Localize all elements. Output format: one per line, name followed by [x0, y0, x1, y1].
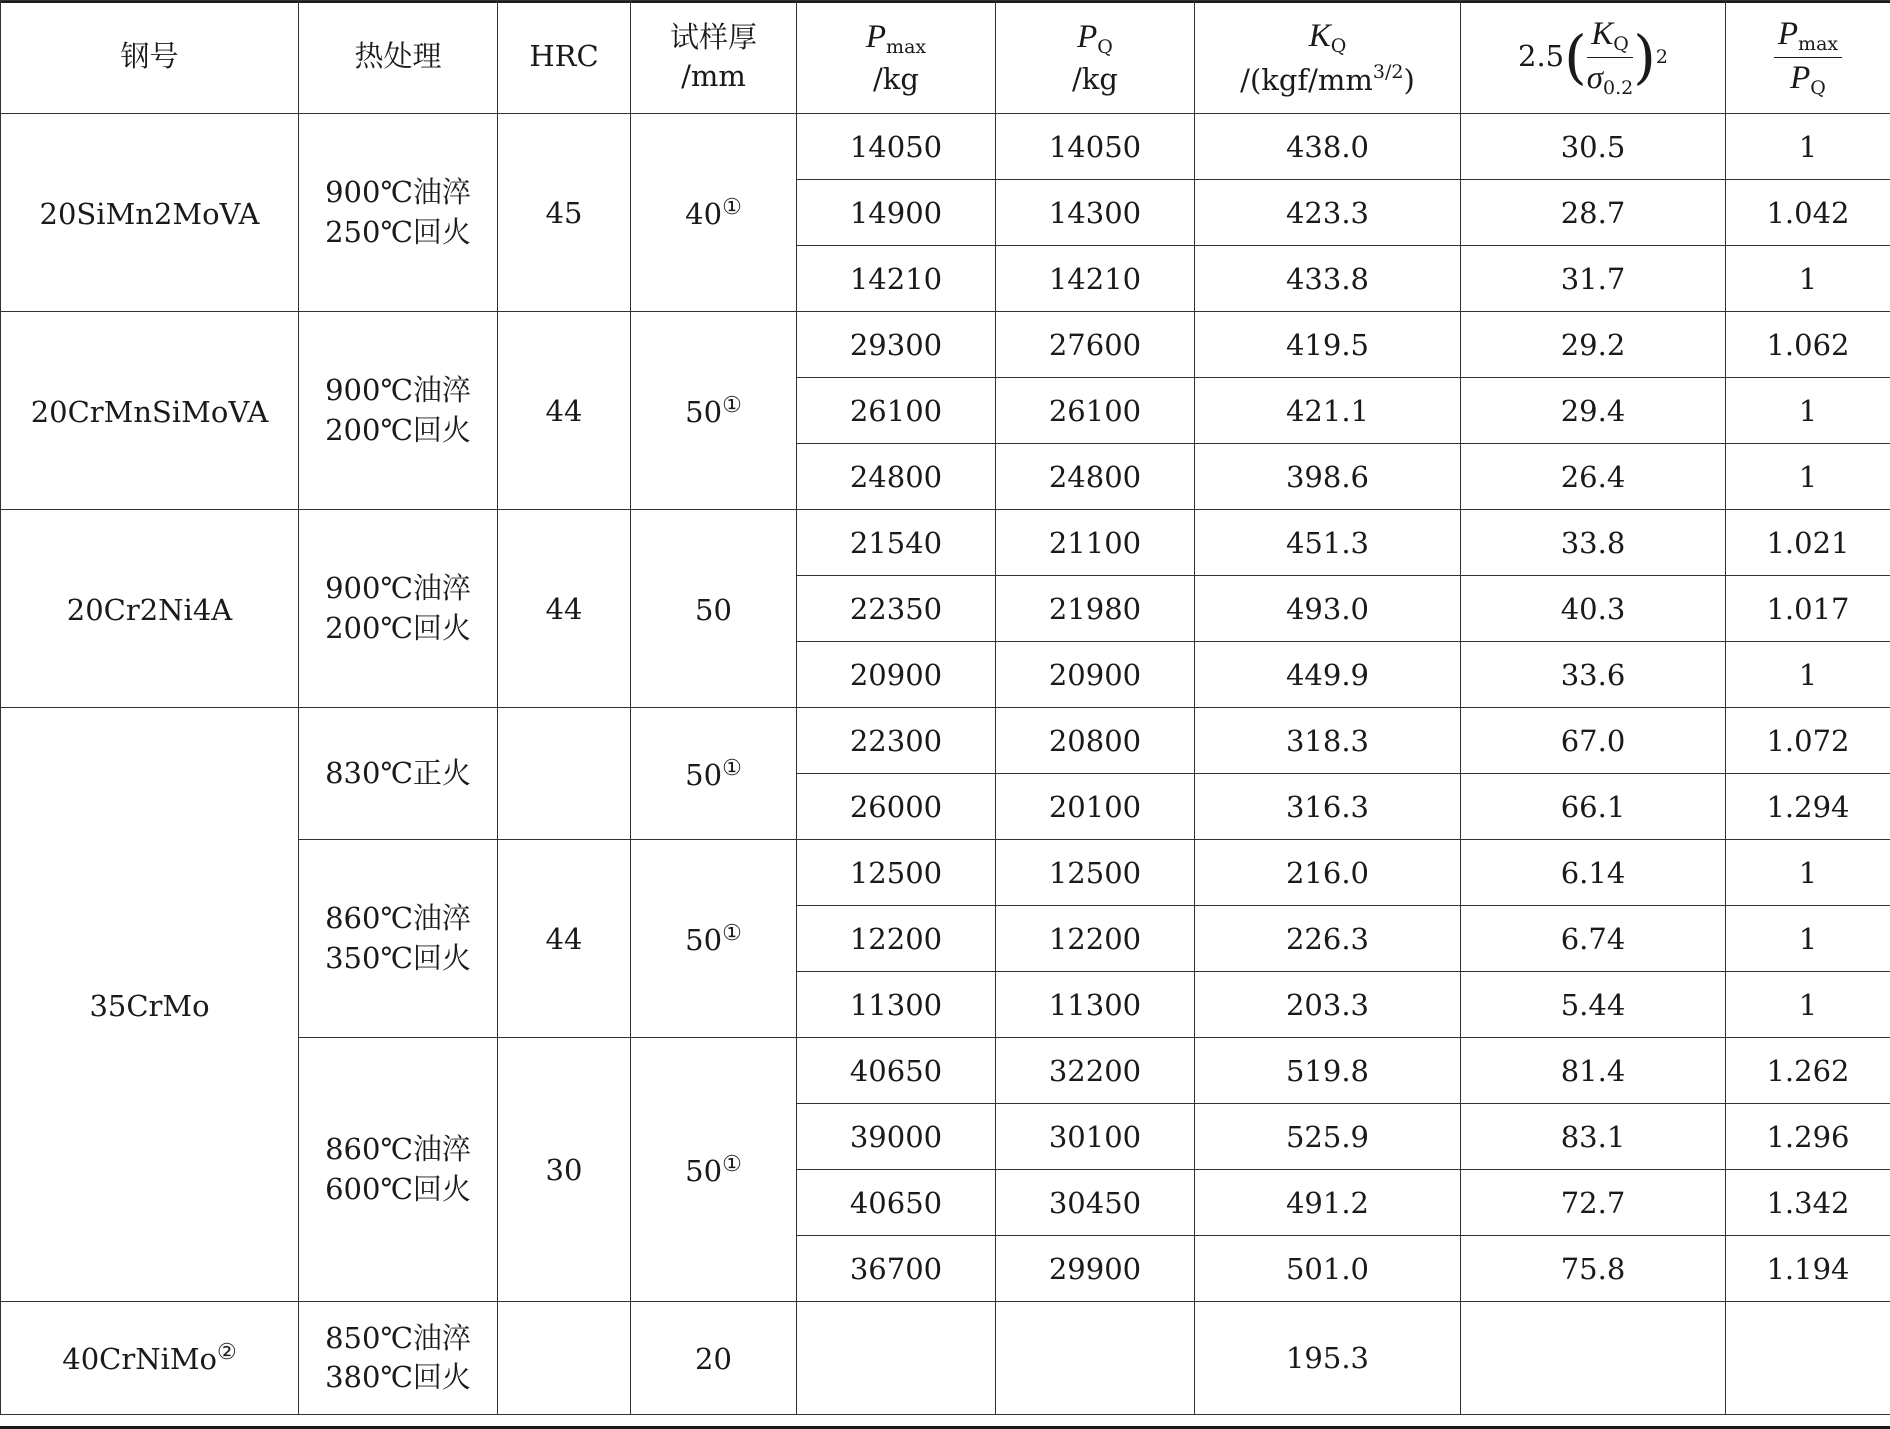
cell-pp: 1 — [1726, 906, 1890, 972]
cell-steel: 20SiMn2MoVA — [1, 114, 299, 312]
cell-pq: 14300 — [996, 180, 1195, 246]
cell-pq: 14210 — [996, 246, 1195, 312]
cell-steel: 35CrMo — [1, 708, 299, 1302]
cell-kq: 195.3 — [1195, 1302, 1461, 1415]
cell-kq: 491.2 — [1195, 1170, 1461, 1236]
cell-heat-treatment: 860℃油淬 600℃回火 — [299, 1038, 498, 1302]
cell-pq: 26100 — [996, 378, 1195, 444]
cell-kq: 449.9 — [1195, 642, 1461, 708]
cell-thickness: 50① — [631, 840, 797, 1038]
cell-pq: 12500 — [996, 840, 1195, 906]
cell-hrc: 44 — [498, 312, 631, 510]
cell-kq: 226.3 — [1195, 906, 1461, 972]
cell-kq: 318.3 — [1195, 708, 1461, 774]
cell-kq: 203.3 — [1195, 972, 1461, 1038]
table-row — [1, 708, 1890, 774]
cell-ratio: 75.8 — [1461, 1236, 1726, 1302]
table-row — [1, 510, 1890, 576]
cell-kq: 501.0 — [1195, 1236, 1461, 1302]
header-heat-treatment: 热处理 — [299, 1, 498, 114]
cell-pq: 30450 — [996, 1170, 1195, 1236]
header-steel: 钢号 — [1, 1, 299, 114]
cell-pp: 1 — [1726, 378, 1890, 444]
cell-ratio: 6.74 — [1461, 906, 1726, 972]
cell-pmax: 39000 — [797, 1104, 996, 1170]
cell-ratio: 67.0 — [1461, 708, 1726, 774]
cell-ratio: 33.6 — [1461, 642, 1726, 708]
cell-pq: 21980 — [996, 576, 1195, 642]
cell-thickness: 50① — [631, 312, 797, 510]
cell-pq: 32200 — [996, 1038, 1195, 1104]
cell-ratio: 40.3 — [1461, 576, 1726, 642]
cell-pmax: 40650 — [797, 1038, 996, 1104]
cell-pmax: 12200 — [797, 906, 996, 972]
cell-pmax: 24800 — [797, 444, 996, 510]
cell-ratio: 28.7 — [1461, 180, 1726, 246]
footnote-mark: ② — [217, 1340, 237, 1365]
cell-pmax: 22300 — [797, 708, 996, 774]
cell-pmax: 12500 — [797, 840, 996, 906]
cell-kq: 525.9 — [1195, 1104, 1461, 1170]
cell-heat-treatment: 900℃油淬 200℃回火 — [299, 510, 498, 708]
header-hrc: HRC — [498, 1, 631, 114]
cell-pmax: 14900 — [797, 180, 996, 246]
header-pmax-over-pq: $\frac{P_{max}}{P_Q}$ — [1726, 1, 1890, 114]
cell-steel: 40CrNiMo② — [1, 1302, 299, 1415]
cell-pp: 1 — [1726, 246, 1890, 312]
cell-ratio: 66.1 — [1461, 774, 1726, 840]
cell-ratio: 83.1 — [1461, 1104, 1726, 1170]
cell-pq: 20100 — [996, 774, 1195, 840]
cell-pp: 1 — [1726, 642, 1890, 708]
header-row — [1, 1, 1890, 114]
cell-pp: 1.021 — [1726, 510, 1890, 576]
cell-steel: 20Cr2Ni4A — [1, 510, 299, 708]
cell-pmax: 20900 — [797, 642, 996, 708]
cell-kq: 423.3 — [1195, 180, 1461, 246]
cell-kq: 421.1 — [1195, 378, 1461, 444]
cell-pp: 1.017 — [1726, 576, 1890, 642]
cell-pq: 29900 — [996, 1236, 1195, 1302]
cell-heat-treatment: 850℃油淬 380℃回火 — [299, 1302, 498, 1415]
cell-heat-treatment: 900℃油淬 200℃回火 — [299, 312, 498, 510]
cell-pp: 1 — [1726, 444, 1890, 510]
cell-pmax: 21540 — [797, 510, 996, 576]
cell-pp: 1.262 — [1726, 1038, 1890, 1104]
cell-pmax: 14050 — [797, 114, 996, 180]
cell-kq: 519.8 — [1195, 1038, 1461, 1104]
header-kq: $K_Q$ $/(kgf/mm^{3/2})$ — [1195, 1, 1461, 114]
cell-pmax: 29300 — [797, 312, 996, 378]
cell-pp: 1.062 — [1726, 312, 1890, 378]
cell-ratio: 72.7 — [1461, 1170, 1726, 1236]
table-row — [1, 114, 1890, 180]
cell-thickness: 20 — [631, 1302, 797, 1415]
cell-hrc: 30 — [498, 1038, 631, 1302]
cell-ratio: 6.14 — [1461, 840, 1726, 906]
cell-pp: 1 — [1726, 114, 1890, 180]
cell-ratio: 5.44 — [1461, 972, 1726, 1038]
cell-pq: 14050 — [996, 114, 1195, 180]
cell-ratio: 81.4 — [1461, 1038, 1726, 1104]
footnote-mark: ① — [722, 1151, 742, 1177]
cell-pp — [1726, 1302, 1890, 1415]
cell-pq: 21100 — [996, 510, 1195, 576]
cell-ratio — [1461, 1302, 1726, 1415]
footnote-mark: ① — [722, 755, 742, 781]
cell-pmax: 26100 — [797, 378, 996, 444]
cell-ratio: 31.7 — [1461, 246, 1726, 312]
cell-pq: 30100 — [996, 1104, 1195, 1170]
table-body — [1, 114, 1890, 1415]
table-row — [1, 1302, 1890, 1415]
cell-pmax: 14210 — [797, 246, 996, 312]
cell-pmax: 40650 — [797, 1170, 996, 1236]
cell-thickness: 50 — [631, 510, 797, 708]
cell-hrc — [498, 1302, 631, 1415]
cell-pmax: 11300 — [797, 972, 996, 1038]
header-thickness-line2: /mm — [681, 59, 746, 93]
cell-hrc: 44 — [498, 840, 631, 1038]
cell-thickness: 50① — [631, 1038, 797, 1302]
cell-pq: 20800 — [996, 708, 1195, 774]
cell-kq: 438.0 — [1195, 114, 1461, 180]
cell-pp: 1.194 — [1726, 1236, 1890, 1302]
cell-ratio: 26.4 — [1461, 444, 1726, 510]
cell-heat-treatment: 900℃油淬 250℃回火 — [299, 114, 498, 312]
cell-kq: 493.0 — [1195, 576, 1461, 642]
cell-pq: 27600 — [996, 312, 1195, 378]
header-ratio-formula: 2.5 ( $\frac{K_Q}{\sigma_{0.2}}$ ) 2 — [1461, 1, 1726, 114]
header-thickness — [631, 1, 797, 114]
cell-kq: 451.3 — [1195, 510, 1461, 576]
cell-heat-treatment: 860℃油淬 350℃回火 — [299, 840, 498, 1038]
cell-ratio: 29.4 — [1461, 378, 1726, 444]
cell-kq: 433.8 — [1195, 246, 1461, 312]
cell-thickness: 40① — [631, 114, 797, 312]
cell-steel: 20CrMnSiMoVA — [1, 312, 299, 510]
table-row — [1, 312, 1890, 378]
header-thickness-line1: 试样厚 — [669, 19, 757, 54]
cell-hrc — [498, 708, 631, 840]
cell-pp: 1.342 — [1726, 1170, 1890, 1236]
cell-heat-treatment: 830℃正火 — [299, 708, 498, 840]
cell-kq: 316.3 — [1195, 774, 1461, 840]
cell-pp: 1 — [1726, 972, 1890, 1038]
cell-pq: 12200 — [996, 906, 1195, 972]
cell-pmax: 22350 — [797, 576, 996, 642]
footnote-mark: ① — [722, 392, 742, 418]
footnote-mark: ① — [722, 194, 742, 220]
cell-thickness: 50① — [631, 708, 797, 840]
cell-kq: 419.5 — [1195, 312, 1461, 378]
cell-pmax — [797, 1302, 996, 1415]
cell-pp: 1.294 — [1726, 774, 1890, 840]
cell-kq: 398.6 — [1195, 444, 1461, 510]
cell-pmax: 36700 — [797, 1236, 996, 1302]
cell-hrc: 44 — [498, 510, 631, 708]
cell-ratio: 30.5 — [1461, 114, 1726, 180]
cell-ratio: 33.8 — [1461, 510, 1726, 576]
cell-pq: 11300 — [996, 972, 1195, 1038]
cell-pp: 1.072 — [1726, 708, 1890, 774]
cell-hrc: 45 — [498, 114, 631, 312]
cell-pp: 1.042 — [1726, 180, 1890, 246]
cell-pq — [996, 1302, 1195, 1415]
cell-pq: 24800 — [996, 444, 1195, 510]
cell-pq: 20900 — [996, 642, 1195, 708]
cell-pp: 1 — [1726, 840, 1890, 906]
cell-pp: 1.296 — [1726, 1104, 1890, 1170]
cell-pmax: 26000 — [797, 774, 996, 840]
header-pq: $P_Q$ /kg — [996, 1, 1195, 114]
cell-kq: 216.0 — [1195, 840, 1461, 906]
footnote-mark: ① — [722, 920, 742, 946]
cell-ratio: 29.2 — [1461, 312, 1726, 378]
header-pmax: $P_{max}$ /kg — [797, 1, 996, 114]
